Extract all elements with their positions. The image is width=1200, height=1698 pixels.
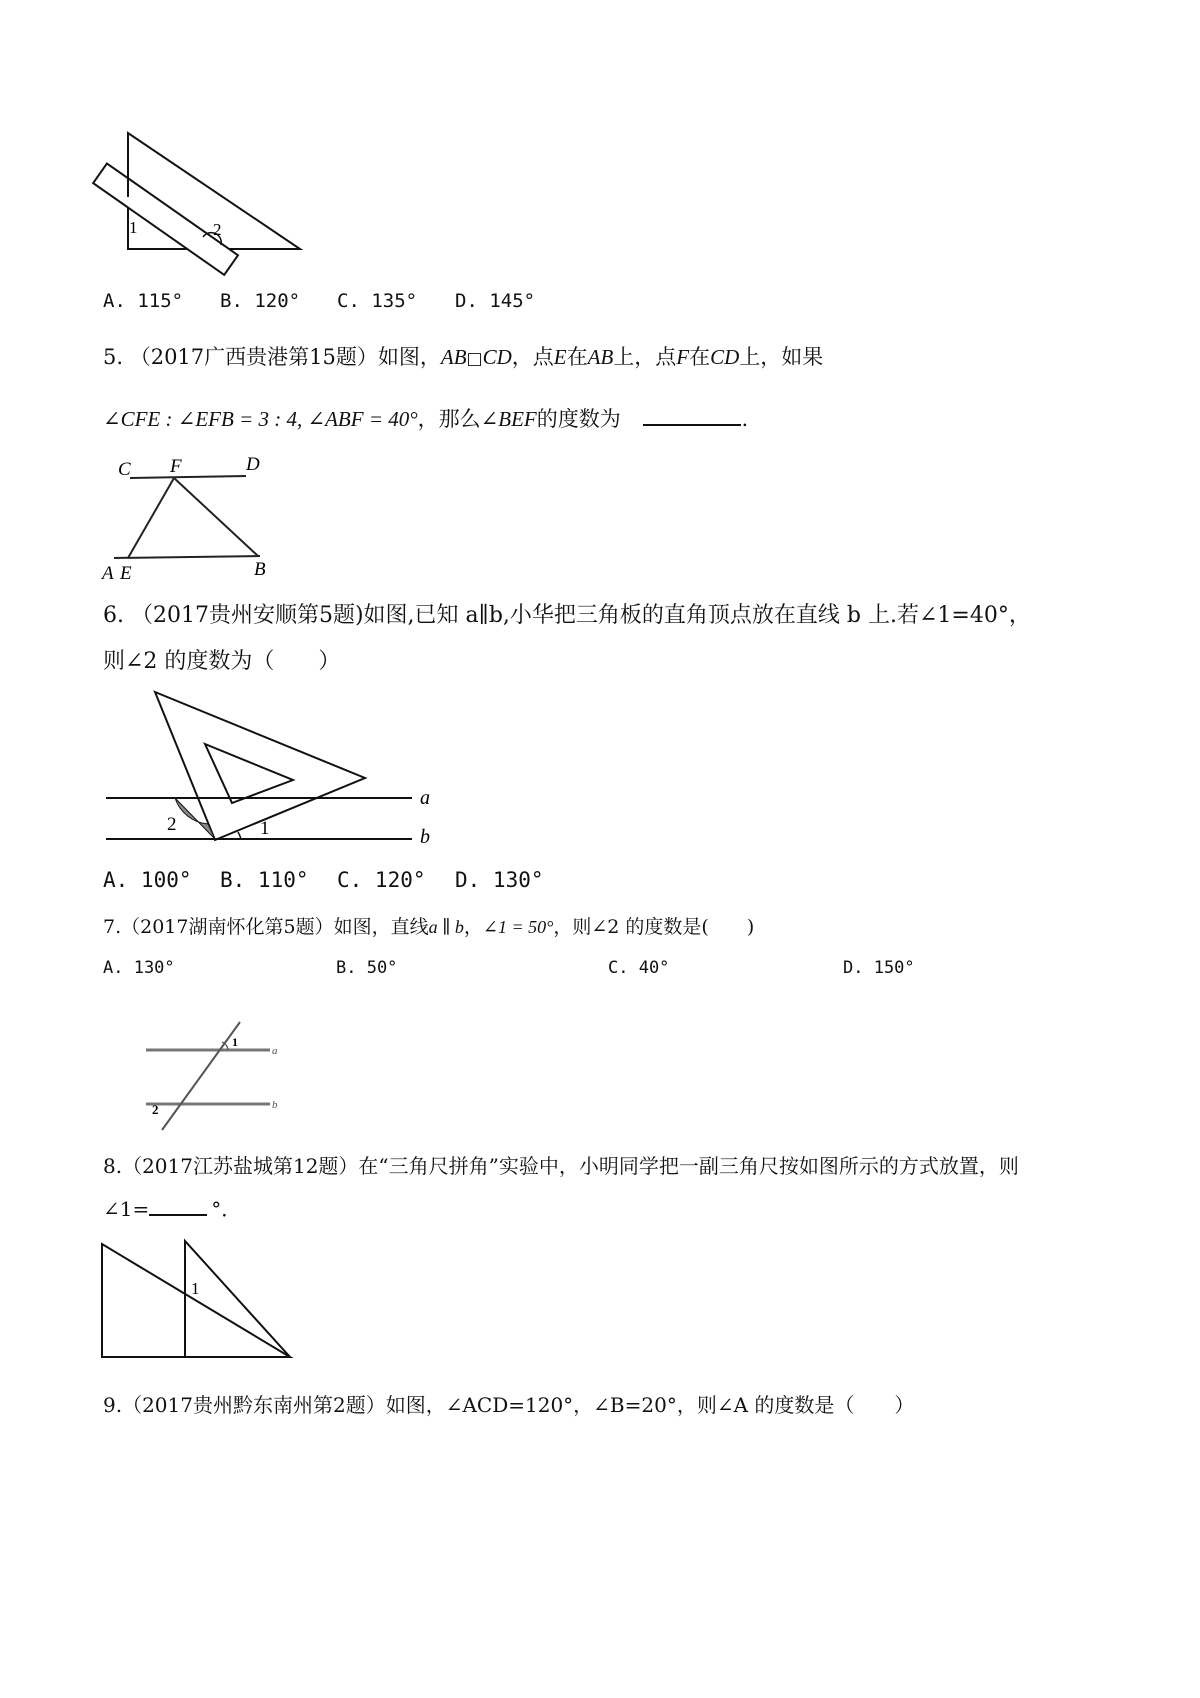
line-b-label: b — [420, 826, 430, 848]
figure-q6 — [100, 682, 445, 852]
q5-math: CD — [710, 345, 740, 369]
q6-line2: 则∠2 的度数为（ ） — [103, 649, 341, 674]
figure-q8 — [95, 1236, 305, 1366]
point-b-label: B — [254, 559, 266, 580]
point-e-label: E — [120, 563, 132, 584]
line-ab — [114, 556, 260, 558]
q5-text: 在 — [689, 345, 711, 369]
q6-option-a: A. 100° — [103, 868, 192, 892]
angle-1-label: 1 — [260, 818, 270, 839]
angle-2-label: 2 — [152, 1102, 159, 1117]
angle-2-mark — [175, 798, 215, 839]
angle-2-label: 2 — [167, 814, 177, 835]
angle-1-label: 1 — [129, 218, 138, 237]
q6-option-c: C. 120° — [337, 868, 426, 892]
segment-fb — [174, 478, 258, 556]
q5-text: 5. （2017广西贵港第15题）如图， — [103, 345, 441, 369]
point-f-label: F — [170, 456, 182, 477]
q4-option-a: A. 115° — [103, 290, 184, 312]
q5-line2 — [103, 403, 748, 433]
q7-text: ，则∠2 的度数是( ) — [553, 916, 755, 938]
q5-math: E — [553, 345, 567, 369]
line-b-label: b — [272, 1099, 278, 1111]
q6-option-d: D. 130° — [455, 868, 544, 892]
q5-math: ∠BEF — [480, 407, 537, 431]
figure-q7 — [140, 1016, 290, 1134]
q5-text: ，那么 — [417, 407, 481, 431]
angle-1-label: 1 — [232, 1035, 238, 1049]
figure-q5 — [100, 452, 280, 587]
line-a-label: a — [272, 1045, 278, 1057]
q5-text: 上，如果 — [739, 345, 824, 369]
transversal — [162, 1022, 240, 1130]
q7-option-b: B. 50° — [336, 958, 398, 978]
q4-option-c: C. 135° — [337, 290, 418, 312]
angle-1-arc — [238, 832, 241, 839]
q5-condition: ∠CFE : ∠EFB = 3 : 4, ∠ABF = 40° — [103, 407, 418, 431]
set-square-inner — [205, 744, 293, 803]
q7-math: a ∥ b — [428, 917, 464, 937]
q7-line — [103, 912, 754, 939]
q4-option-b: B. 120° — [220, 290, 301, 312]
q8-text: ∠1= — [103, 1197, 150, 1221]
q5-parallel-box: □ — [466, 349, 483, 369]
q7-text: 7.（2017湖南怀化第5题）如图，直线 — [103, 916, 429, 938]
q5-text: 在 — [566, 345, 588, 369]
triangle-small — [185, 1241, 290, 1357]
q5-text: ，点 — [511, 345, 554, 369]
angle-1-label: 1 — [191, 1279, 200, 1298]
q5-text: 的度数为 — [536, 407, 621, 431]
q8-answer-blank[interactable] — [149, 1214, 207, 1216]
segment-fe — [128, 478, 174, 558]
point-c-label: C — [118, 459, 131, 480]
angle-2-label: 2 — [213, 220, 222, 239]
q7-math: ∠1 = 50° — [482, 917, 554, 937]
q5-text: 上，点 — [613, 345, 677, 369]
figure-q4 — [95, 125, 310, 285]
q9-line1: 9.（2017贵州黔东南州第2题）如图，∠ACD=120°，∠B=20°，则∠A 的度数是（ ） — [103, 1393, 915, 1417]
q5-math: CD — [482, 345, 512, 369]
q5-math: F — [676, 345, 690, 369]
q7-text: ， — [463, 916, 483, 938]
line-a-label: a — [420, 787, 430, 809]
q8-line1: 8.（2017江苏盐城第12题）在“三角尺拼角”实验中，小明同学把一副三角尺按如图所示的方式放置，则 — [103, 1154, 1019, 1178]
line-cd — [130, 476, 246, 478]
q6-line1: 6. （2017贵州安顺第5题)如图,已知 a∥b,小华把三角板的直角顶点放在直线 b 上.若∠1=40°， — [103, 603, 1031, 628]
point-d-label: D — [246, 454, 260, 475]
q7-option-a: A. 130° — [103, 958, 175, 978]
q5-answer-blank[interactable] — [643, 424, 741, 426]
triangle-large — [102, 1244, 290, 1357]
q8-line2 — [103, 1193, 241, 1222]
q8-text: °． — [211, 1197, 242, 1221]
q7-option-d: D. 150° — [843, 958, 915, 978]
point-a-label: A — [102, 563, 114, 584]
q5-math: AB — [587, 345, 614, 369]
q6-option-b: B. 110° — [220, 868, 309, 892]
q7-option-c: C. 40° — [608, 958, 670, 978]
q5-text: . — [741, 407, 749, 431]
q5-line1 — [103, 341, 823, 371]
q5-math: AB — [440, 345, 467, 369]
q4-option-d: D. 145° — [455, 290, 536, 312]
